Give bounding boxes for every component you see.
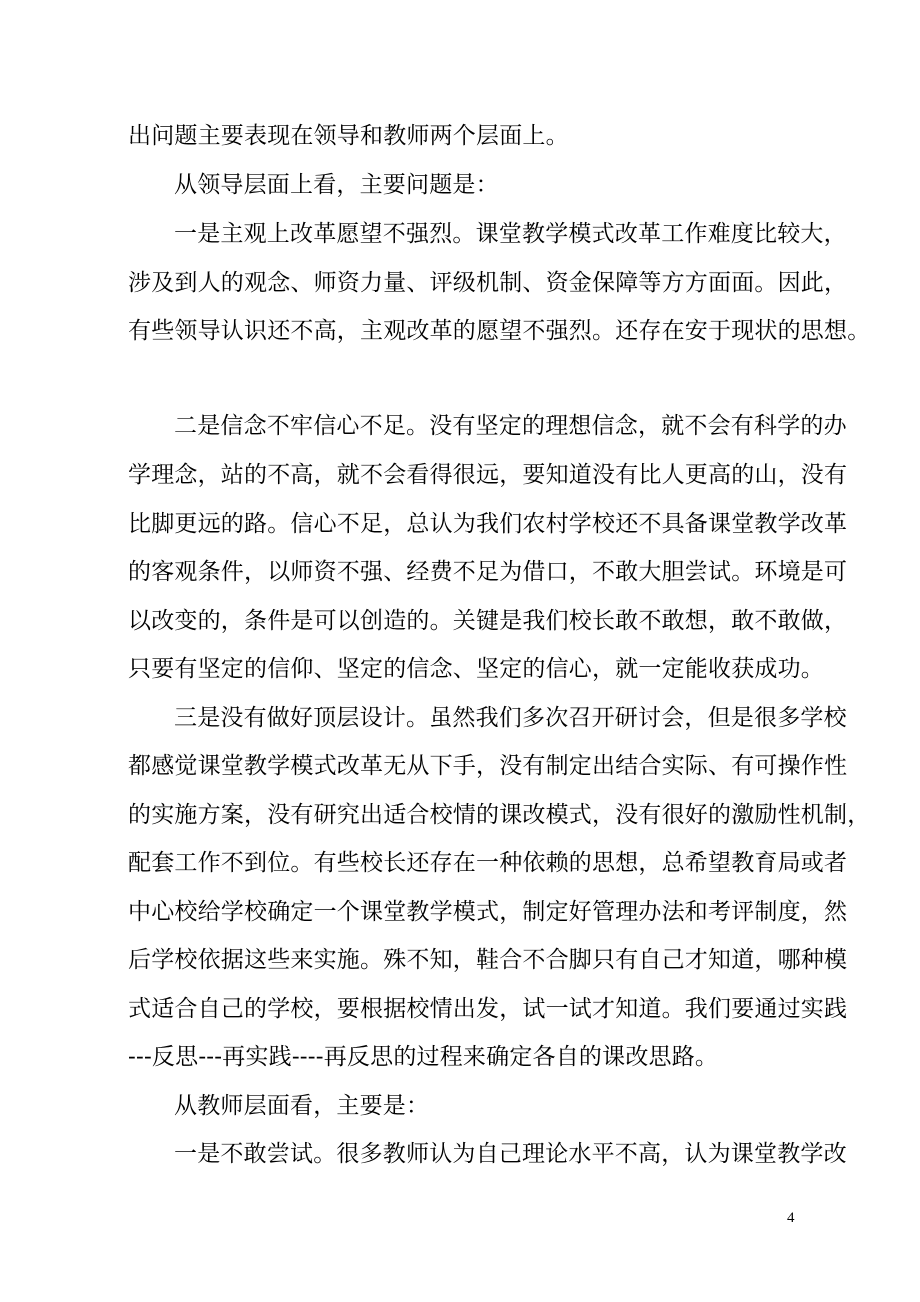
- text-line-1: 出问题主要表现在领导和教师两个层面上。: [128, 123, 569, 149]
- text-line-7: 学理念，站的不高，就不会看得很远，要知道没有比人更高的山，没有: [128, 462, 848, 488]
- text-line-20: 从教师层面看，主要是：: [174, 1093, 430, 1119]
- text-line-10: 以改变的，条件是可以创造的。关键是我们校长敢不敢想，敢不敢做，: [128, 608, 848, 634]
- text-line-8: 比脚更远的路。信心不足，总认为我们农村学校还不具备课堂教学改革: [128, 511, 848, 537]
- text-line-9: 的客观条件，以师资不强、经费不足为借口，不敢大胆尝试。环境是可: [128, 559, 848, 585]
- text-line-4: 涉及到人的观念、师资力量、评级机制、资金保障等方方面面。因此，: [128, 270, 848, 296]
- text-line-14: 的实施方案，没有研究出适合校情的课改模式，没有很好的激励性机制，: [128, 802, 871, 828]
- text-line-16: 中心校给学校确定一个课堂教学模式，制定好管理办法和考评制度，然: [128, 899, 848, 925]
- text-line-3: 一是主观上改革愿望不强烈。课堂教学模式改革工作难度比较大，: [174, 221, 847, 247]
- text-line-13: 都感觉课堂教学模式改革无从下手，没有制定出结合实际、有可操作性: [128, 753, 848, 779]
- text-line-19: ---反思---再实践----再反思的过程来确定各自的课改思路。: [128, 1044, 719, 1070]
- text-line-12: 三是没有做好顶层设计。虽然我们多次召开研讨会，但是很多学校: [174, 705, 847, 731]
- text-line-17: 后学校依据这些来实施。殊不知，鞋合不合脚只有自己才知道，哪种模: [128, 947, 848, 973]
- text-line-21: 一是不敢尝试。很多教师认为自己理论水平不高，认为课堂教学改: [174, 1141, 847, 1167]
- text-line-18: 式适合自己的学校，要根据校情出发，试一试才知道。我们要通过实践: [128, 996, 848, 1022]
- text-line-5: 有些领导认识还不高，主观改革的愿望不强烈。还存在安于现状的思想。: [128, 318, 871, 344]
- text-line-2: 从领导层面上看，主要问题是：: [174, 172, 499, 198]
- text-line-6: 二是信念不牢信心不足。没有坚定的理想信念，就不会有科学的办: [174, 413, 847, 439]
- text-line-11: 只要有坚定的信仰、坚定的信念、坚定的信心，就一定能收获成功。: [128, 656, 824, 682]
- text-line-15: 配套工作不到位。有些校长还存在一种依赖的思想，总希望教育局或者: [128, 850, 848, 876]
- page-number: 4: [787, 1210, 795, 1226]
